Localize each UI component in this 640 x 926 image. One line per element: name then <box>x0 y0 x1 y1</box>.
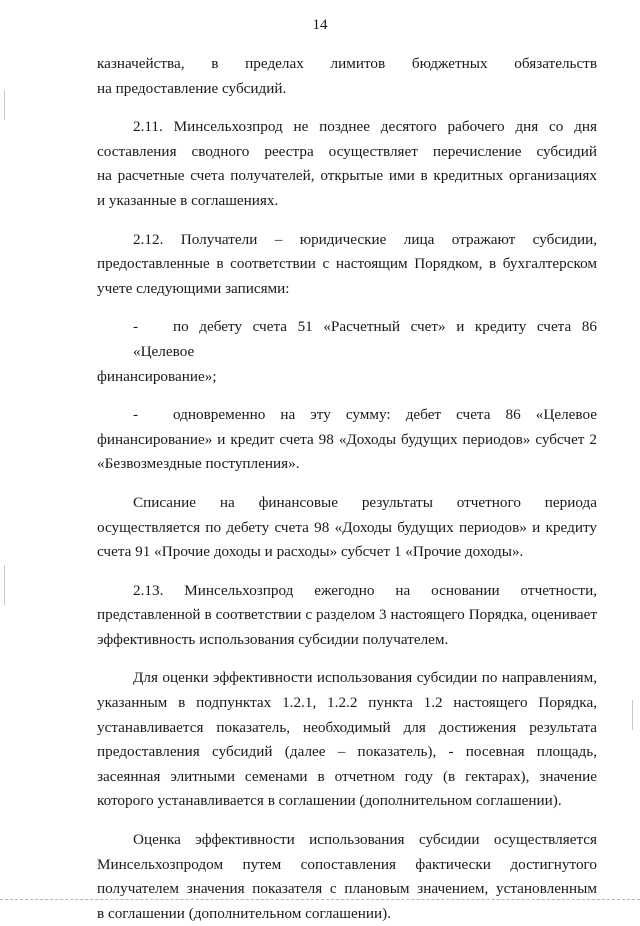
paragraph-2-13 <box>97 579 597 653</box>
list-item-entry-1 <box>97 315 597 389</box>
text-line: Минсельхозпродом путем сопоставления фактически достигнутого <box>97 855 597 873</box>
text-line: составления сводного реестра осуществляет перечисление субсидий <box>97 142 597 160</box>
text-line: 2.11. Минсельхозпрод не позднее десятого рабочего дня со дня <box>133 118 597 136</box>
text-line: получателем значения показателя с плановым значением, установленным <box>97 880 597 898</box>
text-line: предоставленные в соответствии с настоящим Порядком, в бухгалтерском <box>97 255 597 273</box>
list-item-text: одновременно на эту сумму: дебет счета 86 «Целевое <box>173 406 597 424</box>
scan-artifact <box>4 565 5 605</box>
list-dash: - <box>133 406 139 424</box>
list-item-entry-2 <box>97 403 597 477</box>
text-line: в соглашении (дополнительном соглашении). <box>97 904 391 922</box>
text-line: Оценка эффективности использования субсидии осуществляется <box>133 831 597 849</box>
text-line: предоставления субсидий (далее – показатель), - посевная площадь, <box>97 743 597 761</box>
text-line: засеянная элитными семенами в отчетном году (в гектарах), значение <box>97 767 597 785</box>
text-line: 2.13. Минсельхозпрод ежегодно на основании отчетности, <box>133 581 597 599</box>
text-line: и указанные в соглашениях. <box>97 191 279 209</box>
document-body <box>97 52 597 926</box>
list-item-text: по дебету счета 51 «Расчетный счет» и кредиту счета 86 «Целевое <box>133 318 597 360</box>
text-line: которого устанавливается в соглашении (дополнительном соглашении). <box>97 792 562 810</box>
text-line: на предоставление субсидий. <box>97 79 287 97</box>
text-line: финансирование» и кредит счета 98 «Доходы будущих периодов» субсчет 2 <box>97 430 597 448</box>
text-line: счета 91 «Прочие доходы и расходы» субсчет 1 «Прочие доходы». <box>97 543 524 561</box>
paragraph-treasury <box>97 52 597 101</box>
text-line: казначейства, в пределах лимитов бюджетных обязательств <box>97 55 597 72</box>
text-line: на расчетные счета получателей, открытые ими в кредитных организациях <box>97 167 597 185</box>
paragraph-write-off <box>97 491 597 565</box>
text-line: указанным в подпунктах 1.2.1, 1.2.2 пункта 1.2 настоящего Порядка, <box>97 694 597 712</box>
paragraph-2-12 <box>97 228 597 302</box>
text-line <box>97 403 597 428</box>
text-line: финансирование»; <box>97 367 217 385</box>
text-line: представленной в соответствии с разделом 3 настоящего Порядка, оценивает <box>97 606 597 624</box>
scan-artifact <box>632 700 633 730</box>
text-line: Для оценки эффективности использования субсидии по направлениям, <box>133 669 597 687</box>
paragraph-evaluation <box>97 828 597 926</box>
paragraph-2-11 <box>97 115 597 213</box>
text-line: осуществляется по дебету счета 98 «Доходы будущих периодов» и кредиту <box>97 518 597 536</box>
text-line: «Безвозмездные поступления». <box>97 455 300 473</box>
text-line: эффективность использования субсидии получателем. <box>97 630 449 648</box>
scan-edge <box>0 899 640 901</box>
text-line: Списание на финансовые результаты отчетного периода <box>133 493 597 511</box>
text-line: устанавливается показатель, необходимый для достижения результата <box>97 718 597 736</box>
page-number: 14 <box>312 17 328 33</box>
paragraph-indicator <box>97 666 597 814</box>
text-line: учете следующими записями: <box>97 279 290 297</box>
text-line <box>97 315 597 364</box>
scan-artifact <box>4 90 5 120</box>
list-dash: - <box>133 318 139 336</box>
text-line: 2.12. Получатели – юридические лица отражают субсидии, <box>133 230 597 248</box>
